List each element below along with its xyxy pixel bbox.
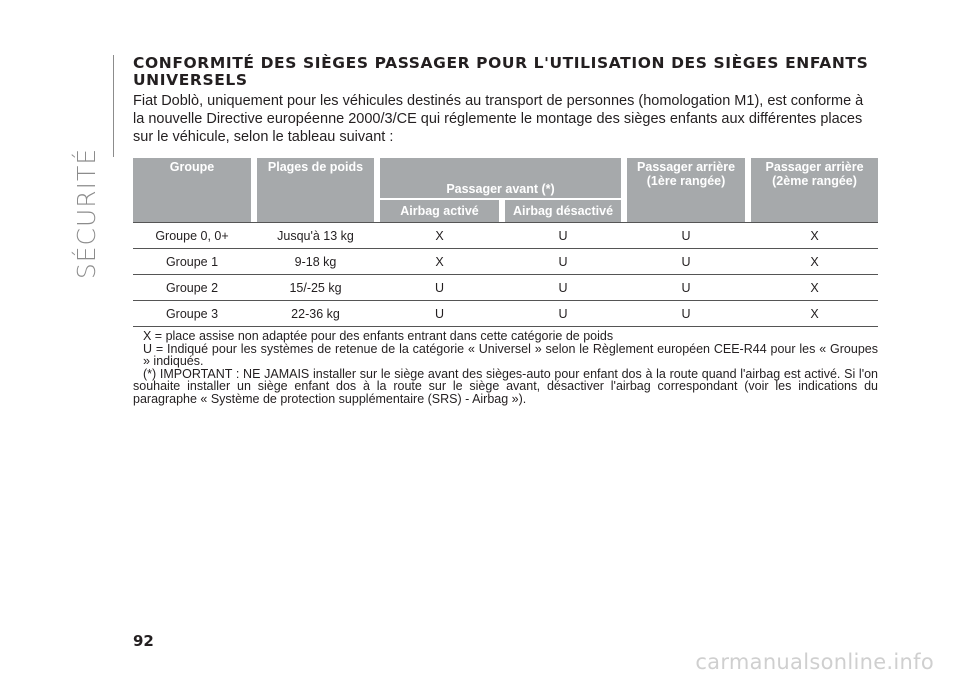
watermark: carmanualsonline.info xyxy=(695,650,934,674)
note-important: (*) IMPORTANT : NE JAMAIS installer sur le siège avant des sièges-auto pour enfant dos à la route quand l'airbag est activé. Si l'on souhaite installer un siège enfant dos à la route sur le siège avant, désactiver l'airbag correspondant (voir les indications du paragraphe « Système de protection supplémentaire (SRS) - Airbag »). xyxy=(133,366,878,406)
cell-groupe: Groupe 0, 0+ xyxy=(133,223,251,249)
cell-groupe: Groupe 2 xyxy=(133,275,251,301)
cell-airbag-active: U xyxy=(380,301,499,327)
cell-arriere-1: U xyxy=(627,249,745,275)
note-x: X = place assise non adaptée pour des enfants entrant dans cette catégorie de poids xyxy=(143,329,614,343)
cell-airbag-desactive: U xyxy=(505,275,621,301)
table-row xyxy=(133,249,878,275)
cell-poids: Jusqu'à 13 kg xyxy=(257,223,374,249)
intro-paragraph: Fiat Doblò, uniquement pour les véhicules destinés au transport de personnes (homologation M1), est conforme à la nouvelle Directive européenne 2000/3/CE qui réglemente le montage des sièges enfants aux différentes places sur le véhicule, selon le tableau suivant : xyxy=(133,93,864,145)
cell-airbag-active: X xyxy=(380,223,499,249)
header-poids: Plages de poids xyxy=(257,158,374,223)
cell-arriere-2: X xyxy=(751,223,878,249)
cell-arriere-2: X xyxy=(751,275,878,301)
table-row xyxy=(133,301,878,327)
table-header-row xyxy=(133,158,878,199)
cell-airbag-desactive: U xyxy=(505,223,621,249)
cell-airbag-desactive: U xyxy=(505,301,621,327)
header-groupe: Groupe xyxy=(133,158,251,223)
cell-arriere-2: X xyxy=(751,301,878,327)
header-passager-arriere-1: Passager arrière (1ère rangée) xyxy=(627,158,745,223)
header-passager-arriere-2: Passager arrière (2ème rangée) xyxy=(751,158,878,223)
cell-poids: 9-18 kg xyxy=(257,249,374,275)
main-content xyxy=(133,55,878,405)
cell-poids: 15/-25 kg xyxy=(257,275,374,301)
cell-arriere-1: U xyxy=(627,223,745,249)
page-number: 92 xyxy=(133,632,154,650)
page-title: CONFORMITÉ DES SIÈGES PASSAGER POUR L'UTILISATION DES SIÈGES ENFANTS UNIVERSELS xyxy=(133,54,869,89)
table-row xyxy=(133,223,878,249)
section-divider xyxy=(113,55,114,157)
cell-airbag-active: U xyxy=(380,275,499,301)
section-label xyxy=(72,147,102,279)
cell-poids: 22-36 kg xyxy=(257,301,374,327)
cell-arriere-1: U xyxy=(627,275,745,301)
cell-airbag-desactive: U xyxy=(505,249,621,275)
section-label-text: SÉCURITÉ xyxy=(72,147,102,279)
cell-groupe: Groupe 1 xyxy=(133,249,251,275)
cell-arriere-2: X xyxy=(751,249,878,275)
table-notes xyxy=(133,330,878,405)
header-airbag-active: Airbag activé xyxy=(380,199,499,223)
cell-airbag-active: X xyxy=(380,249,499,275)
table-row xyxy=(133,275,878,301)
note-u: U = Indiqué pour les systèmes de retenue de la catégorie « Universel » selon le Règlement européen CEE-R44 pour les « Groupes » indiqués. xyxy=(143,341,878,368)
header-airbag-desactive: Airbag désactivé xyxy=(505,199,621,223)
conformity-table xyxy=(133,158,878,327)
cell-groupe: Groupe 3 xyxy=(133,301,251,327)
header-passager-avant: Passager avant (*) xyxy=(380,158,621,199)
cell-arriere-1: U xyxy=(627,301,745,327)
